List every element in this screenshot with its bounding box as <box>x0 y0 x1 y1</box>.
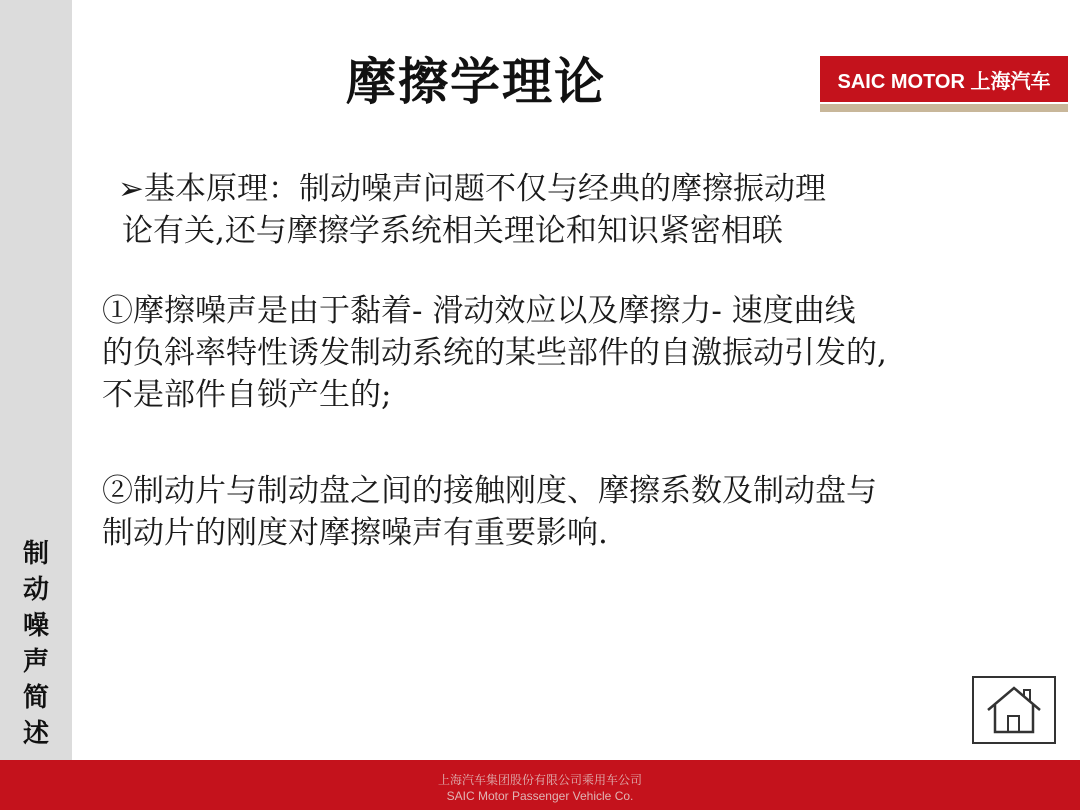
bullet-line-2: 论有关,还与摩擦学系统相关理论和知识紧密相联 <box>122 213 783 249</box>
slide-title: 摩擦学理论 <box>346 53 606 111</box>
footer-company-en: SAIC Motor Passenger Vehicle Co. <box>446 789 634 803</box>
saic-motor-logo: SAIC MOTOR 上海汽车 <box>820 56 1068 102</box>
section-label-char: 声 <box>22 647 49 677</box>
point-two-line-2: 制动片的刚度对摩擦噪声有重要影响. <box>102 515 608 551</box>
bullet-line-1: ➢基本原理：制动噪声问题不仅与经典的摩擦振动理 <box>118 171 826 207</box>
principle-bullet <box>118 168 978 252</box>
point-two <box>102 470 1042 554</box>
bullet-arrow-icon: ➢ <box>118 171 144 207</box>
footer-bar <box>0 760 1080 810</box>
point-two-line-1: ②制动片与制动盘之间的接触刚度、摩擦系数及制动盘与 <box>102 473 877 509</box>
logo-underline <box>820 104 1068 112</box>
section-label <box>0 536 72 752</box>
point-one <box>102 290 1042 416</box>
section-label-char: 简 <box>22 683 49 713</box>
section-label-char: 制 <box>22 539 49 569</box>
section-label-char: 述 <box>22 719 49 749</box>
home-button[interactable] <box>972 676 1056 744</box>
point-one-line-1: ①摩擦噪声是由于黏着- 滑动效应以及摩擦力- 速度曲线 <box>102 293 856 329</box>
home-icon <box>984 684 1044 736</box>
point-one-line-2: 的负斜率特性诱发制动系统的某些部件的自激振动引发的, <box>102 335 887 371</box>
section-label-char: 动 <box>22 575 49 605</box>
section-label-char: 噪 <box>22 611 49 641</box>
point-one-line-3: 不是部件自锁产生的; <box>102 377 392 413</box>
footer-company-cn: 上海汽车集团股份有限公司乘用车公司 <box>437 773 642 787</box>
